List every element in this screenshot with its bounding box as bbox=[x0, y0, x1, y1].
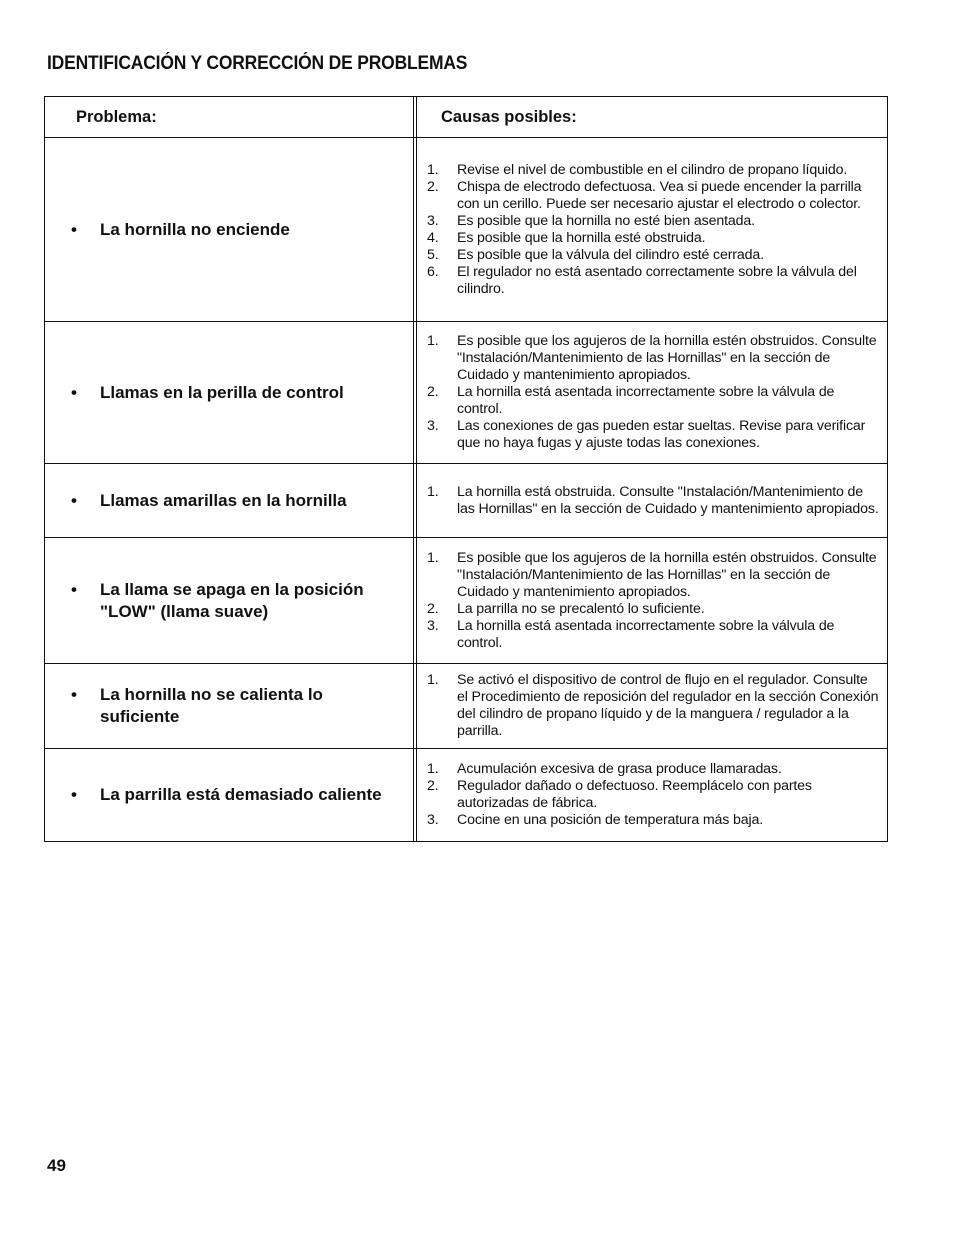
problem-column-header bbox=[45, 97, 417, 137]
table-row bbox=[45, 463, 887, 537]
problem-text: La parrilla está demasiado caliente bbox=[100, 785, 382, 804]
problem-text: Llamas amarillas en la hornilla bbox=[100, 490, 347, 510]
table-header-row bbox=[45, 97, 887, 137]
problem-text: La hornilla no enciende bbox=[100, 219, 290, 239]
problem-cell bbox=[45, 322, 417, 463]
causes-list bbox=[427, 484, 881, 518]
cause-item: 5. Es posible que la válvula del cilindro esté cerrada. bbox=[427, 246, 764, 263]
causes-cell bbox=[417, 664, 887, 748]
bullet-icon: • bbox=[71, 490, 77, 510]
problem-cell bbox=[45, 664, 417, 748]
problem-header-label: Problema: bbox=[76, 107, 157, 126]
causes-cell bbox=[417, 538, 887, 663]
cause-item: 2. La parrilla no se precalentó lo suficiente. bbox=[427, 600, 705, 617]
cause-item: 1. Es posible que los agujeros de la hornilla estén obstruidos. Consulte "Instalación/Mantenimiento de las Hornillas" en la sección de Cuidado y mantenimiento apropiados. bbox=[427, 549, 877, 600]
table-row bbox=[45, 321, 887, 463]
causes-list bbox=[427, 761, 881, 829]
causes-list bbox=[427, 162, 881, 298]
cause-item: 1. Revise el nivel de combustible en el cilindro de propano líquido. bbox=[427, 161, 848, 178]
causes-list bbox=[427, 333, 881, 452]
problem-cell bbox=[45, 464, 417, 537]
cause-item: 2. La hornilla está asentada incorrectamente sobre la válvula de control. bbox=[427, 384, 835, 417]
table-row bbox=[45, 748, 887, 841]
cause-item: 6. El regulador no está asentado correctamente sobre la válvula del cilindro. bbox=[427, 263, 857, 297]
problem-text: La hornilla no se calienta lo suficiente bbox=[100, 685, 323, 726]
problem-text: Llamas en la perilla de control bbox=[100, 382, 344, 402]
bullet-icon: • bbox=[71, 685, 77, 704]
page-title: IDENTIFICACIÓN Y CORRECCIÓN DE PROBLEMAS bbox=[47, 53, 468, 74]
table-row bbox=[45, 537, 887, 663]
causes-cell bbox=[417, 138, 887, 321]
causes-cell bbox=[417, 464, 887, 537]
cause-item: 1. Se activó el dispositivo de control de flujo en el regulador. Consulte el Procedimiento de reposición del regulador en la sección Conexión del cilindro de propano líquido y de la manguera / regulador a la parrilla. bbox=[427, 672, 879, 739]
problem-cell bbox=[45, 538, 417, 663]
problem-cell bbox=[45, 749, 417, 841]
problem-cell bbox=[45, 138, 417, 321]
cause-item: 2. Regulador dañado o defectuoso. Reemplácelo con partes autorizadas de fábrica. bbox=[427, 778, 812, 811]
causes-column-header bbox=[417, 97, 887, 137]
cause-item: 4. Es posible que la hornilla esté obstruida. bbox=[427, 229, 706, 246]
bullet-icon: • bbox=[71, 219, 77, 239]
bullet-icon: • bbox=[71, 382, 77, 402]
table-row bbox=[45, 137, 887, 321]
troubleshooting-table bbox=[44, 96, 888, 842]
bullet-icon: • bbox=[71, 785, 77, 804]
cause-item: 1. Es posible que los agujeros de la hornilla estén obstruidos. Consulte "Instalación/Mantenimiento de las Hornillas" en la sección de Cuidado y mantenimiento apropiados. bbox=[427, 333, 877, 383]
causes-list bbox=[427, 550, 881, 652]
table-row bbox=[45, 663, 887, 748]
bullet-icon: • bbox=[71, 579, 77, 599]
cause-item: 3. Es posible que la hornilla no esté bien asentada. bbox=[427, 212, 755, 229]
cause-item: 2. Chispa de electrodo defectuosa. Vea si puede encender la parrilla con un cerillo. Puede ser necesario ajustar el electrodo o colector. bbox=[427, 178, 862, 212]
cause-item: 3. Las conexiones de gas pueden estar sueltas. Revise para verificar que no haya fugas y ajuste todas las conexiones. bbox=[427, 418, 866, 451]
cause-item: 1. Acumulación excesiva de grasa produce llamaradas. bbox=[427, 761, 782, 777]
causes-cell bbox=[417, 749, 887, 841]
cause-item: 3. Cocine en una posición de temperatura más baja. bbox=[427, 812, 764, 828]
causes-list bbox=[427, 672, 881, 740]
problem-text: La llama se apaga en la posición "LOW" (llama suave) bbox=[100, 579, 364, 621]
page-number: 49 bbox=[47, 1156, 66, 1175]
cause-item: 3. La hornilla está asentada incorrectamente sobre la válvula de control. bbox=[427, 617, 835, 651]
cause-item: 1. La hornilla está obstruida. Consulte "Instalación/Mantenimiento de las Hornillas" en la sección de Cuidado y mantenimiento apropiados. bbox=[427, 483, 879, 517]
causes-cell bbox=[417, 322, 887, 463]
causes-header-label: Causas posibles: bbox=[441, 107, 577, 126]
